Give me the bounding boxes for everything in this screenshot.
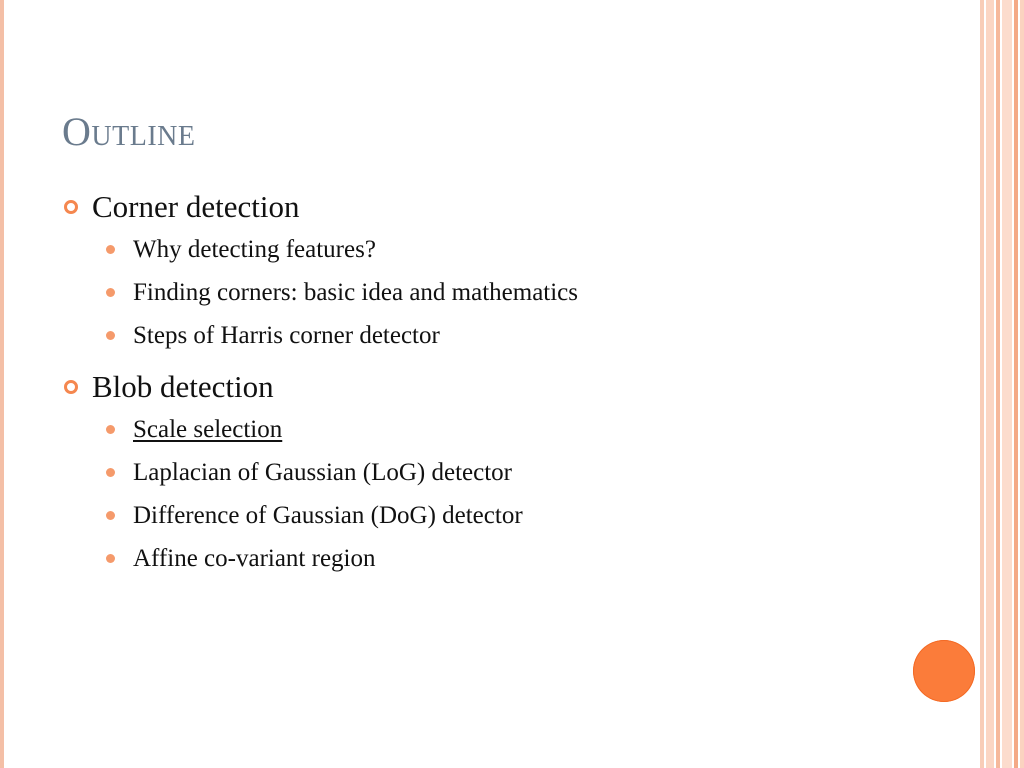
dot-bullet-icon [106, 554, 115, 563]
right-decor-stripe [996, 0, 1000, 768]
slide-title: Outline [62, 109, 196, 154]
dot-bullet-icon [106, 425, 115, 434]
list-item-label: Affine co-variant region [133, 544, 376, 572]
right-decor-stripe [1002, 0, 1012, 768]
list-item [62, 494, 962, 537]
right-decor-stripe [980, 0, 984, 768]
list-item-label: Finding corners: basic idea and mathematics [133, 278, 579, 306]
outline-list [62, 186, 962, 580]
list-item [62, 537, 962, 580]
dot-bullet-icon [106, 245, 115, 254]
dot-bullet-icon [106, 331, 115, 340]
right-decor-stripe [1020, 0, 1024, 768]
decorative-orb [913, 640, 975, 702]
list-item [62, 314, 962, 357]
ring-bullet-icon [64, 200, 78, 214]
outline-section-blob-detection [62, 366, 962, 408]
right-decor-stripe [986, 0, 994, 768]
dot-bullet-icon [106, 288, 115, 297]
list-item [62, 228, 962, 271]
list-item [62, 451, 962, 494]
section-label: Blob detection [92, 369, 274, 404]
list-item [62, 271, 962, 314]
scale-selection-link[interactable]: Scale selection [133, 415, 283, 443]
list-item-label: Laplacian of Gaussian (LoG) detector [133, 458, 513, 486]
section-label: Corner detection [92, 189, 300, 224]
left-border-stripe [0, 0, 4, 768]
list-item-label: Difference of Gaussian (DoG) detector [133, 501, 523, 529]
right-decor-stripe [1014, 0, 1018, 768]
list-item[interactable] [62, 408, 962, 451]
dot-bullet-icon [106, 511, 115, 520]
outline-section-corner-detection [62, 186, 962, 228]
dot-bullet-icon [106, 468, 115, 477]
list-item-label: Why detecting features? [133, 235, 376, 263]
ring-bullet-icon [64, 380, 78, 394]
list-item-label: Steps of Harris corner detector [133, 321, 440, 349]
